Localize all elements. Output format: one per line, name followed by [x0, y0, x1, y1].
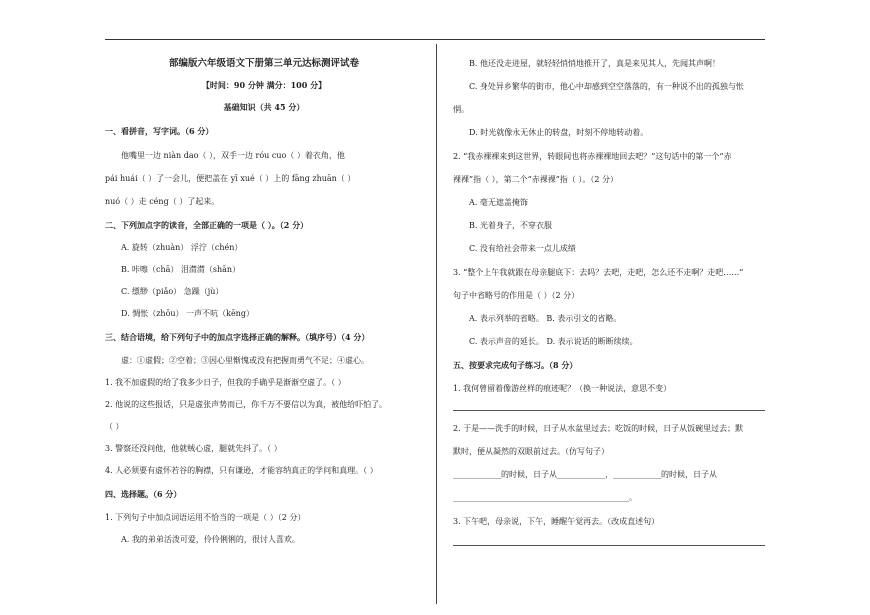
q5-q1-answer-line[interactable] — [453, 410, 765, 411]
q5-q2-fill-line-2[interactable]: ____________________________________________。 — [453, 493, 637, 502]
q5-q3-answer-line[interactable] — [453, 545, 765, 546]
q4-option-c-cont: 惘。 — [453, 105, 469, 114]
q2-option-d: D. 惆怅（zhōu） 一声不吭（kēng） — [121, 309, 254, 318]
q2-option-b: B. 咔嚓（chā） 泪潸潸（shān） — [121, 265, 241, 274]
q4-q2-option-c: C. 没有给社会带来一点儿成绩 — [469, 244, 576, 253]
q2-heading: 二、下列加点字的读音，全部正确的一项是（ ）。（2 分） — [105, 220, 309, 230]
q4-option-d: D. 时光就像永无休止的转盘，时刻不停地转动着。 — [469, 128, 649, 137]
q5-q2-fill-line-1[interactable]: ____________的时候，日子从____________，____________的时候，日子从 — [453, 470, 717, 479]
q1-line-2: pái huái（ ）了一会儿，便把盖在 yī xué（ ）上的 fāng zhuān（ ） — [105, 174, 356, 183]
q5-question-2: 2. 于是——洗手的时候，日子从水盆里过去；吃饭的时候，日子从饭碗里过去；默 — [453, 424, 744, 433]
exam-time-info: 【时间：90 分钟 满分：100 分】 — [201, 80, 327, 90]
q3-definitions: 虚：①虚假；②空着；③因心里惭愧或没有把握而勇气不足；④虚心。 — [121, 356, 369, 365]
q5-question-3: 3. 下午吧，母亲说，下午，睡醒午觉再去。（改成直述句） — [453, 517, 660, 526]
q1-heading: 一、看拼音，写字词。（6 分） — [105, 126, 214, 136]
q4-option-a: A. 我的弟弟活泼可爱，伶伶俐俐的，很讨人喜欢。 — [121, 535, 300, 544]
q4-option-b: B. 他还没走进屋，就轻轻悄悄地推开了，真是来见其人，先闻其声啊！ — [469, 59, 720, 68]
q3-heading: 三、结合语境，给下列句子中的加点字选择正确的解释。（填序号）（4 分） — [105, 332, 370, 342]
section-basic-knowledge: 基础知识（共 45 分） — [223, 102, 305, 112]
header-rule — [105, 39, 765, 40]
q3-sentence-4: 4. 人必须要有虚怀若谷的胸襟，只有谦逊，才能容纳真正的学问和真理。（ ） — [105, 466, 378, 475]
q4-option-c: C. 身处异乡繁华的街市，他心中却感到空空落落的，有一种说不出的孤独与怅 — [469, 82, 744, 91]
q5-question-2-cont: 默时，便从凝然的双眼前过去。（仿写句子） — [453, 447, 609, 456]
q4-question-2: 2. “我赤裸裸来到这世界，转眼间也将赤裸裸地回去吧？”这句话中的第一个“赤 — [453, 152, 732, 161]
column-divider — [436, 44, 437, 604]
q4-question-3-cont: 句子中省略号的作用是（ ）（2 分） — [453, 291, 580, 300]
q3-sentence-2: 2. 他说的这些报话，只是虚张声势而已，你千万不要信以为真，被他给吓怕了。 — [105, 400, 388, 409]
q3-sentence-3: 3. 警察还没问他，他就贼心虚，腿就先抖了。（ ） — [105, 444, 282, 453]
q1-line-3: nuó（ ）走 céng（ ）了起来。 — [105, 197, 220, 206]
q4-q3-options-ab: A. 表示列举的省略。 B. 表示引文的省略。 — [469, 314, 622, 323]
q4-q2-option-a: A. 毫无遮盖掩饰 — [469, 198, 528, 207]
q5-question-1: 1. 我何曾留着像游丝样的痕迹呢？（换一种说法，意思不变） — [453, 384, 672, 393]
q5-heading: 五、按要求完成句子练习。（8 分） — [453, 360, 578, 370]
q2-option-a: A. 旋转（zhuàn） 浮泞（chén） — [121, 243, 243, 252]
q2-option-c: C. 缥缈（piǎo） 急躁（jù） — [121, 287, 224, 296]
q4-question-1: 1. 下列句子中加点词语运用不恰当的一项是（ ）（2 分） — [105, 513, 306, 522]
q4-q2-option-b: B. 光着身子，不穿衣服 — [469, 221, 552, 230]
exam-title: 部编版六年级语文下册第三单元达标测评试卷 — [168, 58, 359, 69]
q1-line-1: 他嘴里一边 niàn dao（ ），双手一边 róu cuo（ ）着衣角，他 — [121, 151, 345, 160]
q4-q3-options-cd: C. 表示声音的延长。 D. 表示说话的断断续续。 — [469, 337, 638, 346]
q3-sentence-1: 1. 我不加虚假的给了我多少日子，但我的手确乎是渐渐空虚了。（ ） — [105, 378, 346, 387]
q3-sentence-2-answer: （ ） — [105, 422, 124, 431]
q4-question-2-cont: 裸裸”指（ ），第二个“赤裸裸”指（ ）。（2 分） — [453, 175, 618, 184]
q4-heading: 四、选择题。（6 分） — [105, 489, 182, 499]
q4-question-3: 3. “整个上午我就跟在母亲腿底下：去吗？去吧，走吧，怎么还不走啊？走吧……” — [453, 268, 744, 277]
